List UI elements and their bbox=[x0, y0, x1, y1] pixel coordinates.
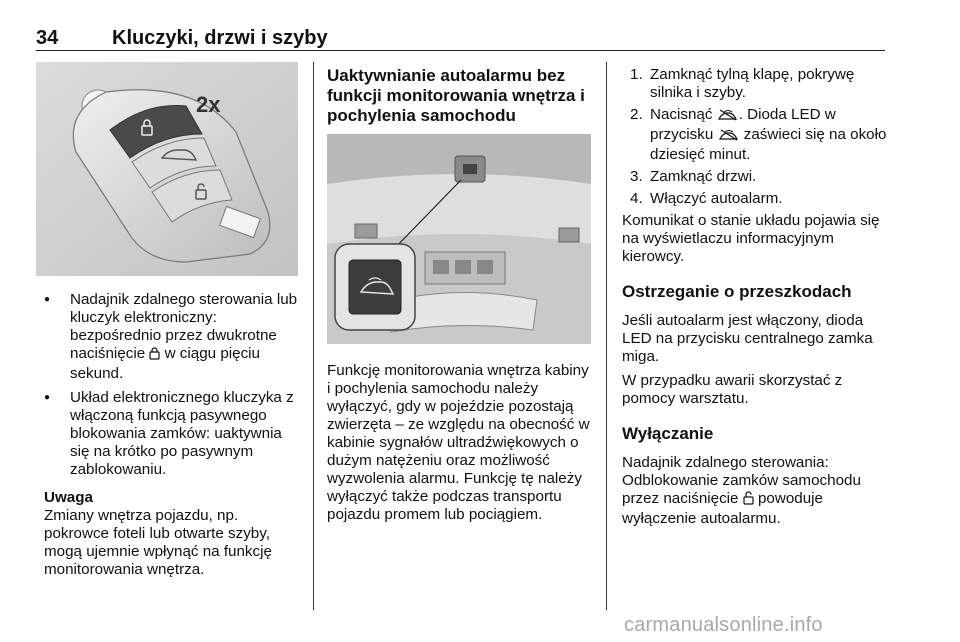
step-text: Zamknąć drzwi. bbox=[650, 168, 757, 185]
column-divider-2 bbox=[606, 62, 607, 610]
list-item bbox=[622, 106, 888, 164]
step-text: Nacisnąć bbox=[650, 106, 713, 123]
page-title: Kluczyki, drzwi i szyby bbox=[112, 27, 328, 49]
column-divider-1 bbox=[313, 62, 314, 610]
paragraph-text: powoduje wyłączenie autoalarmu. bbox=[622, 490, 823, 527]
step-number: 4. bbox=[630, 190, 643, 207]
step-text: Zamknąć tylną klapę, pokrywę silnika i szyby. bbox=[650, 66, 855, 101]
paragraph: Jeśli autoalarm jest włączony, dioda LED na przycisku centralnego zamka miga. bbox=[622, 312, 873, 365]
page-number: 34 bbox=[36, 27, 59, 49]
paragraph: Funkcję monitorowania wnętrza kabiny i pochylenia samochodu należy wyłączyć, gdy w pojeździe pozostają zwierzęta – ze względu na obecność w kabinie sygnałów ultradźwiękowych o dużym natężeniu oraz możliwość wyzwolenia alarmu. Funkcję tę należy wyłączyć także podczas transportu pojazdu promem lub pociągiem. bbox=[327, 362, 590, 523]
alarm-car-icon bbox=[718, 128, 740, 146]
step-number: 1. bbox=[630, 66, 643, 83]
press-count-label: 2x bbox=[196, 92, 221, 117]
bullet-list bbox=[36, 291, 302, 479]
column-2-body bbox=[327, 362, 595, 524]
header-rule bbox=[36, 50, 885, 51]
overhead-console-figure bbox=[327, 134, 591, 344]
step-number: 3. bbox=[630, 168, 643, 185]
note-title: Uwaga bbox=[44, 489, 93, 506]
key-fob-figure bbox=[36, 62, 298, 276]
paragraph bbox=[622, 454, 888, 528]
watermark: carmanualsonline.info bbox=[624, 614, 823, 636]
note-text: Zmiany wnętrza pojazdu, np. pokrowce foteli lub otwarte szyby, mogą ujemnie wpłynąć na funkcję monitorowania wnętrza. bbox=[44, 507, 272, 578]
overhead-console-illustration bbox=[327, 134, 591, 344]
key-fob-illustration bbox=[36, 62, 298, 276]
section-heading: Uaktywnianie autoalarmu bez funkcji monitorowania wnętrza i pochylenia samochodu bbox=[327, 66, 585, 125]
section-heading: Ostrzeganie o przeszkodach bbox=[622, 282, 852, 301]
list-item bbox=[622, 190, 888, 208]
unlock-icon bbox=[743, 491, 754, 510]
step-number: 2. bbox=[630, 106, 643, 123]
list-item bbox=[622, 66, 888, 102]
column-1 bbox=[36, 291, 302, 579]
paragraph-text: Nadajnik zdalnego sterowania: Odblokowanie zamków samochodu przez naciśnięcie bbox=[622, 454, 861, 507]
alarm-car-icon bbox=[717, 108, 739, 126]
list-item bbox=[36, 291, 302, 383]
step-text: zaświeci się na około dziesięć minut. bbox=[650, 126, 887, 163]
bullet-text: w ciągu pięciu sekund. bbox=[70, 345, 261, 382]
steps-list bbox=[622, 66, 888, 208]
lock-icon bbox=[149, 347, 160, 365]
paragraph: Komunikat o stanie układu pojawia się na wyświetlaczu informacyjnym kierowcy. bbox=[622, 212, 880, 265]
note-block bbox=[36, 489, 302, 579]
step-text: . Dioda LED w przycisku bbox=[650, 106, 836, 143]
list-item bbox=[622, 168, 888, 186]
bullet-text: Nadajnik zdalnego sterowania lub kluczyk elektroniczny: bezpośrednio przez dwukrotne naciśnięcie bbox=[70, 291, 298, 362]
step-text: Włączyć autoalarm. bbox=[650, 190, 783, 207]
list-item bbox=[36, 389, 302, 479]
section-heading: Wyłączanie bbox=[622, 424, 714, 443]
bullet-text: Układ elektronicznego kluczyka z włączoną funkcją pasywnego blokowania zamków: uaktywnia się na krótko po pasywnym zablokowaniu. bbox=[70, 389, 294, 478]
column-2 bbox=[327, 66, 595, 126]
column-3 bbox=[622, 66, 888, 528]
paragraph: W przypadku awarii skorzystać z pomocy warsztatu. bbox=[622, 372, 843, 407]
